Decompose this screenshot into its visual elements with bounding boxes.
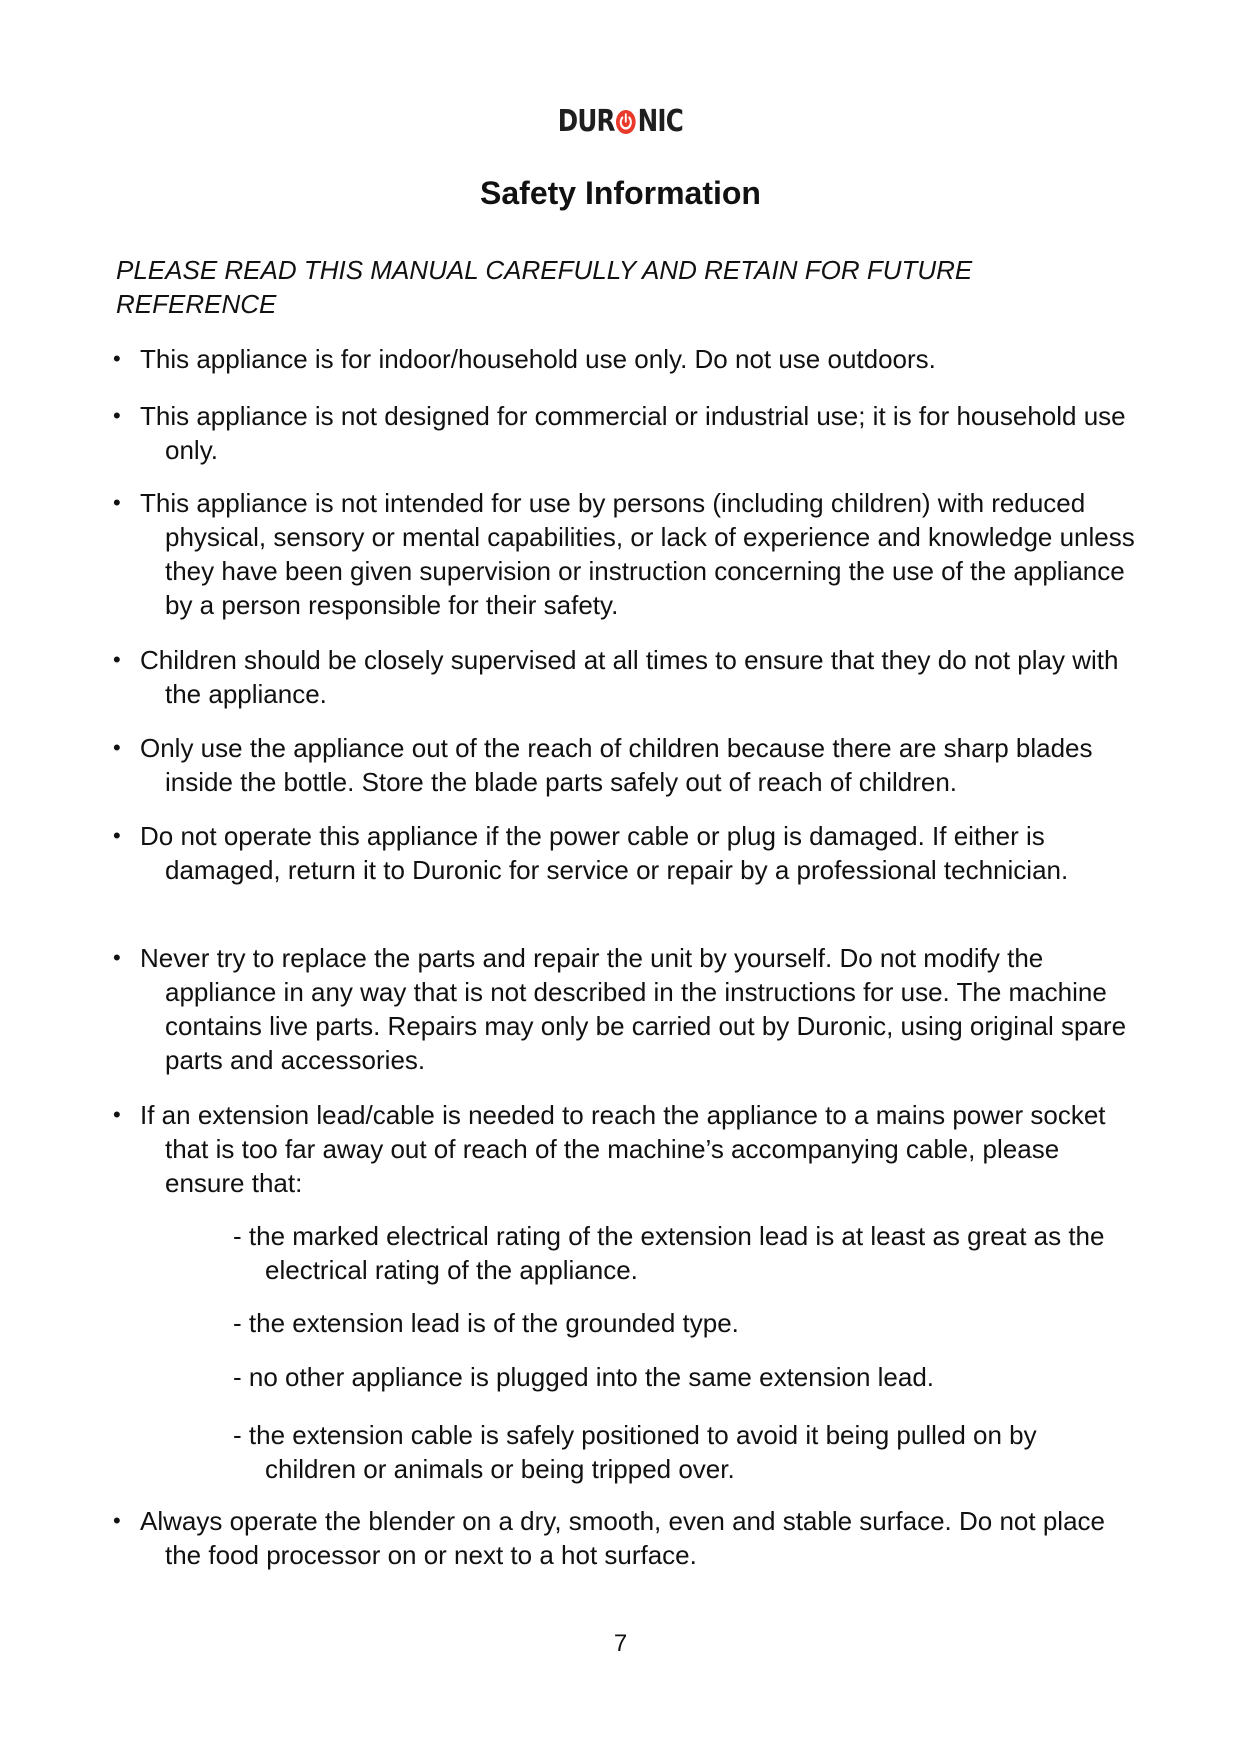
safety-bullet xyxy=(113,1504,1140,1572)
extension-condition: - the extension cable is safely positioned to avoid it being pulled on by children or animals or being tripped over. xyxy=(233,1420,1037,1484)
bullet-dot: • xyxy=(113,403,121,428)
intro-notice: PLEASE READ THIS MANUAL CAREFULLY AND RETAIN FOR FUTURE REFERENCE xyxy=(116,255,973,319)
bullet-dot: • xyxy=(113,490,121,515)
bullet-dot: • xyxy=(113,647,121,672)
bullet-text: Do not operate this appliance if the power cable or plug is damaged. If either is damaged, return it to Duronic for service or repair by a professional technician. xyxy=(140,821,1069,885)
brand-logo xyxy=(0,104,1241,139)
safety-bullet xyxy=(113,399,1140,467)
bullet-dot: • xyxy=(113,735,121,760)
brand-name-right: NIC xyxy=(637,104,684,139)
safety-bullet xyxy=(113,643,1140,711)
extension-condition: - the marked electrical rating of the extension lead is at least as great as the electrical rating of the appliance. xyxy=(233,1221,1105,1285)
bullet-dot: • xyxy=(113,823,121,848)
page-title: Safety Information xyxy=(480,175,761,211)
safety-bullet xyxy=(113,1098,1140,1200)
bullet-text: Only use the appliance out of the reach of children because there are sharp blades inside the bottle. Store the blade parts safely out of reach of children. xyxy=(140,733,1093,797)
bullet-dot: • xyxy=(113,1508,121,1533)
safety-bullet xyxy=(113,486,1140,622)
bullet-text: If an extension lead/cable is needed to reach the appliance to a mains power socket that is too far away out of reach of the machine’s accompanying cable, please ensure that: xyxy=(140,1100,1106,1198)
bullet-dot: • xyxy=(113,346,121,371)
safety-bullet xyxy=(113,941,1140,1077)
bullet-text: This appliance is not intended for use by persons (including children) with reduced physical, sensory or mental capabilities, or lack of experience and knowledge unless they have been given supervision or instruction concerning the use of the appliance by a person responsible for their safety. xyxy=(140,488,1135,620)
bullet-text: This appliance is for indoor/household use only. Do not use outdoors. xyxy=(140,344,936,374)
bullet-text: Never try to replace the parts and repair the unit by yourself. Do not modify the appliance in any way that is not described in the instructions for use. The machine contains live parts. Repairs may only be carried out by Duronic, using original spare parts and accessories. xyxy=(140,943,1127,1075)
bullet-dot: • xyxy=(113,1102,121,1127)
page-number: 7 xyxy=(613,1630,628,1657)
extension-condition: - the extension lead is of the grounded type. xyxy=(233,1308,739,1338)
bullet-dot: • xyxy=(113,945,121,970)
bullet-text: Children should be closely supervised at all times to ensure that they do not play with the appliance. xyxy=(140,645,1119,709)
brand-name-left: DUR xyxy=(557,104,615,139)
extension-condition: - no other appliance is plugged into the same extension lead. xyxy=(233,1362,935,1392)
safety-bullet xyxy=(113,731,1140,799)
safety-bullet xyxy=(113,819,1140,887)
power-icon xyxy=(616,109,637,135)
bullet-text: This appliance is not designed for commercial or industrial use; it is for household use only. xyxy=(140,401,1126,465)
bullet-text: Always operate the blender on a dry, smooth, even and stable surface. Do not place the food processor on or next to a hot surface. xyxy=(140,1506,1105,1570)
safety-bullet xyxy=(113,342,1140,376)
